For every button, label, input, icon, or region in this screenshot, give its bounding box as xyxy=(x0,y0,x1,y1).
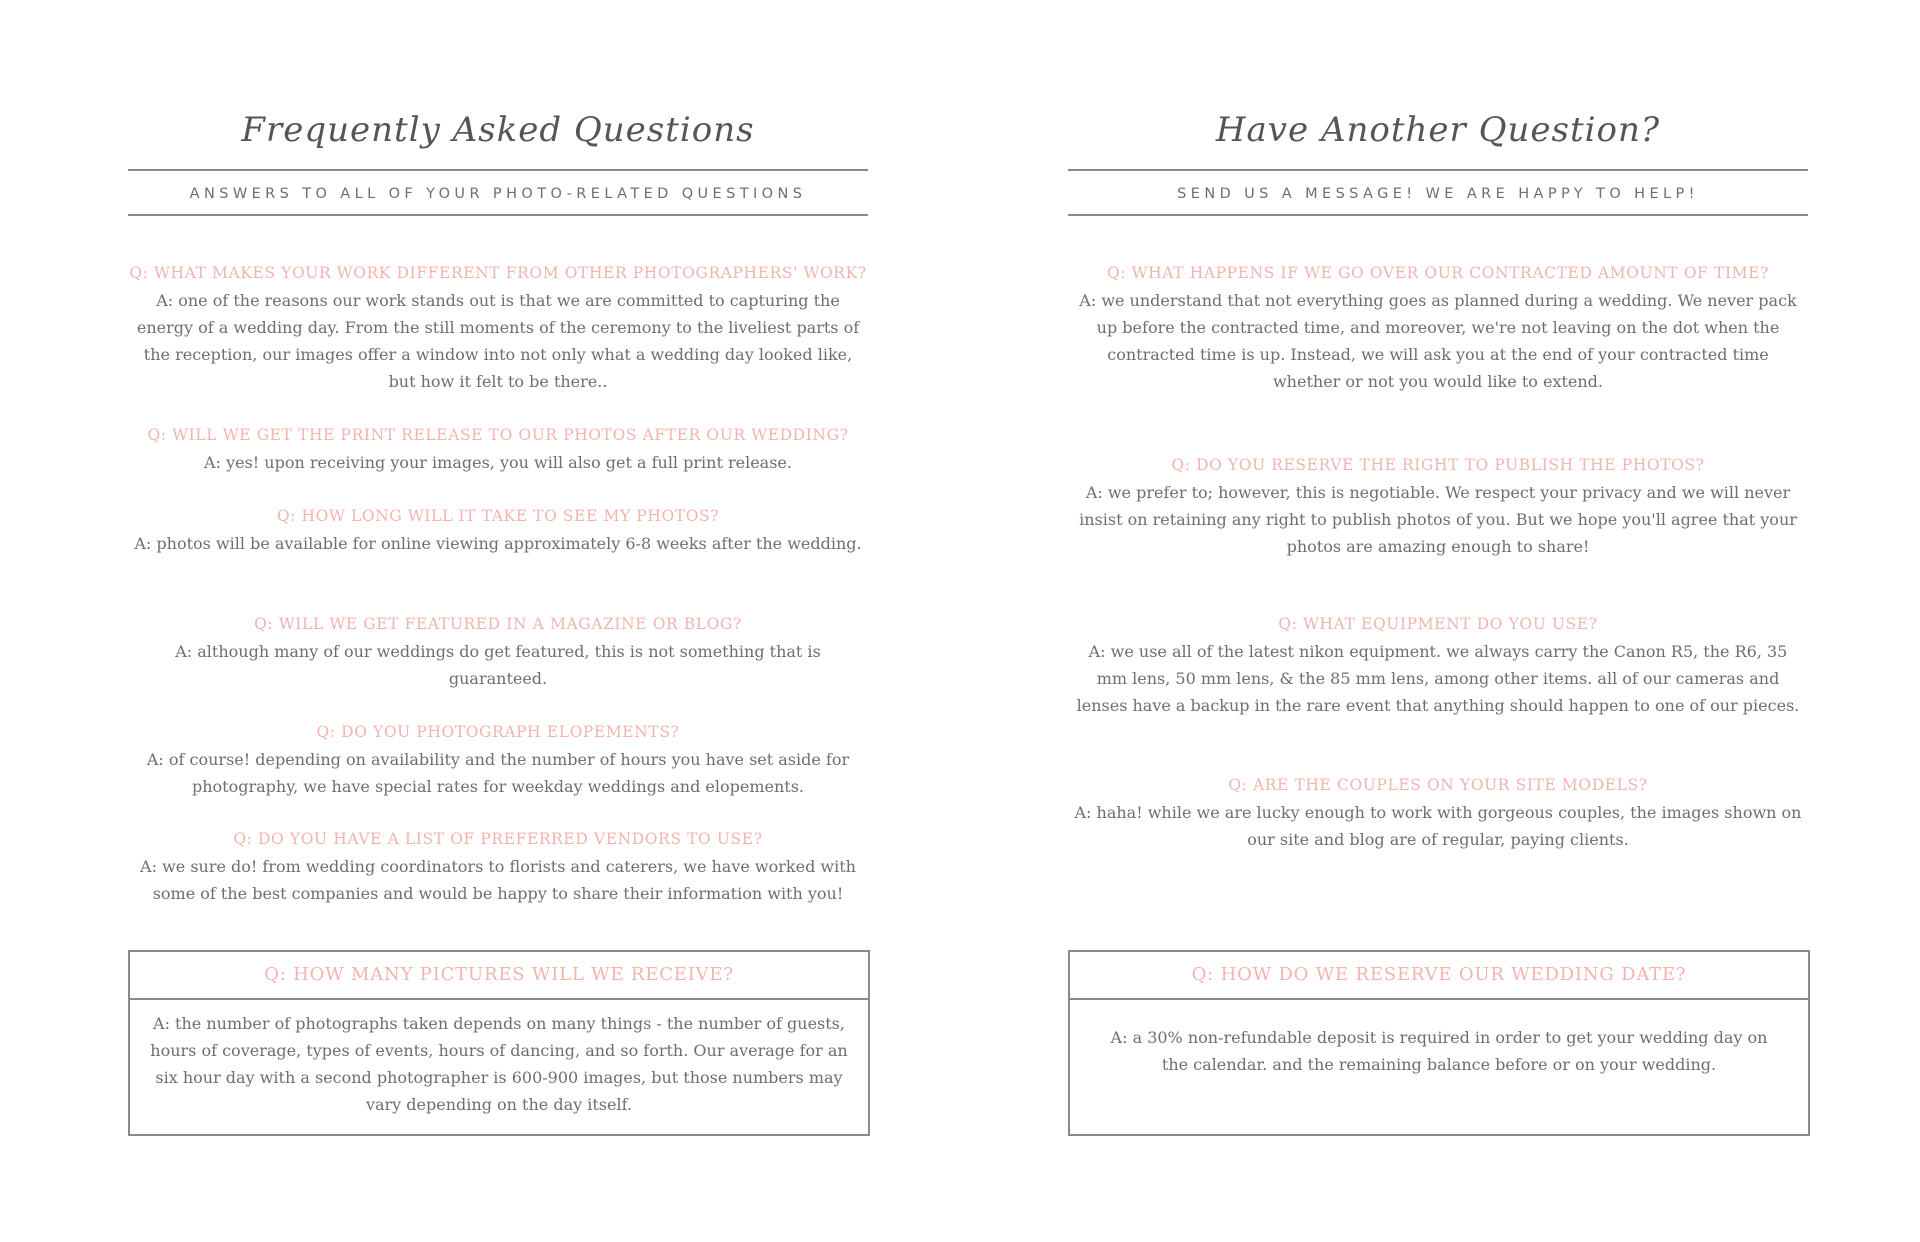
faq-question: Q: DO YOU PHOTOGRAPH ELOPEMENTS? xyxy=(316,723,680,741)
contact-subtitle: SEND US A MESSAGE! WE ARE HAPPY TO HELP! xyxy=(1177,186,1699,202)
faq-box-question: Q: HOW MANY PICTURES WILL WE RECEIVE? xyxy=(130,952,868,1000)
faq-title: Frequently Asked Questions xyxy=(241,110,755,150)
faq-question: Q: WHAT HAPPENS IF WE GO OVER OUR CONTRACTED AMOUNT OF TIME? xyxy=(1106,264,1770,282)
contact-title: Have Another Question? xyxy=(1215,110,1661,150)
faq-item xyxy=(128,503,868,557)
faq-item xyxy=(1068,452,1808,560)
faq-answer: A: yes! upon receiving your images, you will also get a full print release. xyxy=(204,453,792,472)
faq-answer: A: we understand that not everything goes as planned during a wedding. We never pack up before the contracted time, and moreover, we're not leaving on the dot when the contracted time is up. Instead, we will ask you at the end of your contracted time whether or not you would like to extend. xyxy=(1079,291,1797,391)
faq-answer: A: we sure do! from wedding coordinators to florists and caterers, we have worked with some of the best companies and would be happy to share their information with you! xyxy=(140,857,856,903)
faq-answer: A: although many of our weddings do get featured, this is not something that is guaranteed. xyxy=(175,642,821,688)
faq-question: Q: DO YOU RESERVE THE RIGHT TO PUBLISH THE PHOTOS? xyxy=(1171,456,1705,474)
faq-question: Q: DO YOU HAVE A LIST OF PREFERRED VENDORS TO USE? xyxy=(233,830,763,848)
faq-subtitle: ANSWERS TO ALL OF YOUR PHOTO-RELATED QUESTIONS xyxy=(189,186,807,202)
faq-highlight-box xyxy=(128,950,870,1136)
faq-answer: A: haha! while we are lucky enough to work with gorgeous couples, the images shown on our site and blog are of regular, paying clients. xyxy=(1074,803,1802,849)
title-divider-bottom xyxy=(128,214,868,216)
title-divider-bottom xyxy=(1068,214,1808,216)
faq-answer: A: one of the reasons our work stands out is that we are committed to capturing the energy of a wedding day. From the still moments of the ceremony to the liveliest parts of the reception, our images offer a window into not only what a wedding day looked like, but how it felt to be there.. xyxy=(136,291,860,391)
faq-answer: A: photos will be available for online viewing approximately 6-8 weeks after the wedding. xyxy=(134,534,862,553)
faq-box-answer: A: a 30% non-refundable deposit is required in order to get your wedding day on the calendar. and the remaining balance before or on your wedding. xyxy=(1110,1028,1768,1074)
faq-box-answer: A: the number of photographs taken depends on many things - the number of guests, hours of coverage, types of events, hours of dancing, and so forth. Our average for an six hour day with a second photographer is 600-900 images, but those numbers may vary depending on the day itself. xyxy=(150,1014,848,1114)
faq-highlight-box xyxy=(1068,950,1810,1136)
title-divider-top xyxy=(128,169,868,171)
faq-item xyxy=(1068,611,1808,719)
faq-item xyxy=(128,826,868,907)
title-divider-top xyxy=(1068,169,1808,171)
faq-question: Q: WHAT MAKES YOUR WORK DIFFERENT FROM OTHER PHOTOGRAPHERS' WORK? xyxy=(129,264,867,282)
faq-question: Q: WHAT EQUIPMENT DO YOU USE? xyxy=(1278,615,1598,633)
faq-item xyxy=(128,611,868,692)
faq-item xyxy=(128,719,868,800)
faq-item xyxy=(1068,772,1808,853)
faq-answer: A: we use all of the latest nikon equipment. we always carry the Canon R5, the R6, 35 mm lens, 50 mm lens, & the 85 mm lens, among other items. all of our cameras and lenses have a backup in the rare event that anything should happen to one of our pieces. xyxy=(1076,642,1800,715)
faq-item xyxy=(128,260,868,395)
faq-question: Q: WILL WE GET THE PRINT RELEASE TO OUR PHOTOS AFTER OUR WEDDING? xyxy=(147,426,849,444)
faq-question: Q: ARE THE COUPLES ON YOUR SITE MODELS? xyxy=(1228,776,1648,794)
faq-answer: A: of course! depending on availability and the number of hours you have set aside for photography, we have special rates for weekday weddings and elopements. xyxy=(146,750,850,796)
faq-box-question: Q: HOW DO WE RESERVE OUR WEDDING DATE? xyxy=(1070,952,1808,1000)
faq-item xyxy=(128,422,868,476)
faq-item xyxy=(1068,260,1808,395)
faq-answer: A: we prefer to; however, this is negotiable. We respect your privacy and we will never insist on retaining any right to publish photos of you. But we hope you'll agree that your photos are amazing enough to share! xyxy=(1079,483,1797,556)
faq-question: Q: HOW LONG WILL IT TAKE TO SEE MY PHOTOS? xyxy=(276,507,720,525)
faq-question: Q: WILL WE GET FEATURED IN A MAGAZINE OR BLOG? xyxy=(254,615,742,633)
